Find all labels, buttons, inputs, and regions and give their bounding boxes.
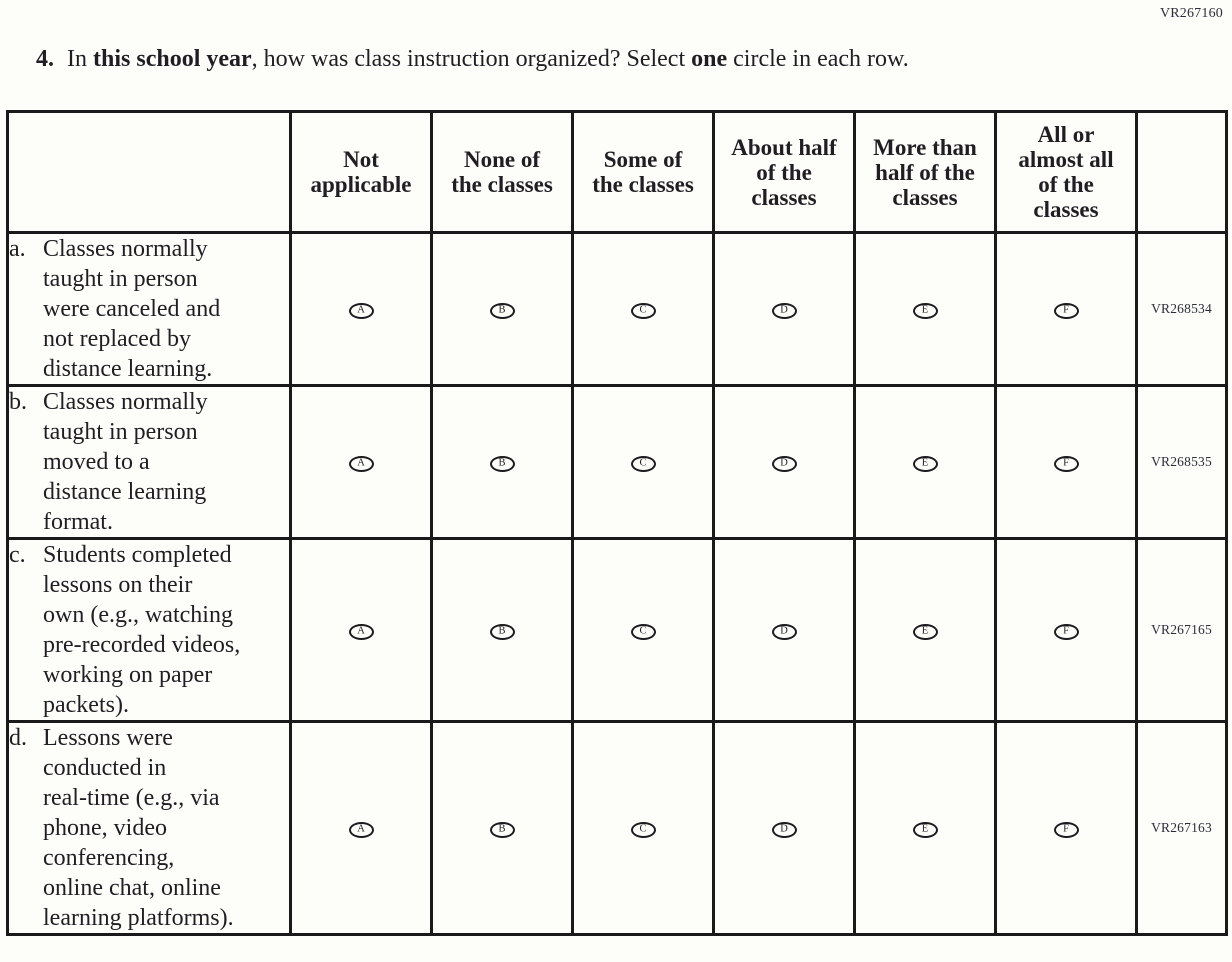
header-empty-label-cell — [8, 112, 291, 233]
row-vr-code: VR267165 — [1137, 539, 1227, 722]
header-line: of the — [1038, 172, 1094, 197]
header-line: applicable — [310, 172, 412, 197]
question-text-part: In — [67, 46, 93, 72]
option-cell — [855, 233, 996, 386]
option-bubble-E[interactable] — [913, 624, 938, 640]
option-letter: E — [921, 625, 929, 637]
option-cell — [573, 386, 714, 539]
header-line: More than — [873, 134, 977, 160]
option-cell — [996, 722, 1137, 935]
option-letter: B — [498, 304, 506, 316]
option-bubble-A[interactable] — [349, 456, 374, 472]
question-text — [67, 46, 909, 72]
option-letter: D — [780, 457, 788, 469]
label-line: working on paper — [43, 662, 213, 688]
question-text-bold: this school year — [93, 46, 252, 72]
label-line: moved to a — [43, 449, 150, 475]
option-letter: C — [639, 304, 647, 316]
option-bubble-A[interactable] — [349, 303, 374, 319]
option-letter: D — [780, 304, 788, 316]
option-cell — [573, 539, 714, 722]
row-label-text — [43, 234, 289, 384]
label-line: lessons on their — [43, 572, 193, 598]
header-line: half of the — [875, 159, 975, 185]
option-bubble-E[interactable] — [913, 303, 938, 319]
header-line: All or — [1037, 122, 1095, 147]
question-text-part: , how was class instruction organized? Select — [251, 46, 692, 72]
option-cell — [432, 233, 573, 386]
option-bubble-E[interactable] — [913, 456, 938, 472]
header-line: classes — [1033, 197, 1099, 222]
table-row-c — [8, 539, 1227, 722]
label-line: pre-recorded videos, — [43, 632, 241, 658]
option-cell — [291, 386, 432, 539]
question-text-bold: one — [691, 46, 728, 72]
header-line: About half — [731, 134, 837, 160]
option-letter: B — [498, 457, 506, 469]
response-grid-table — [6, 110, 1228, 936]
label-line: real-time (e.g., via — [43, 785, 220, 811]
label-line: distance learning. — [43, 356, 213, 382]
label-line: taught in person — [43, 266, 198, 292]
table-row-d — [8, 722, 1227, 935]
option-bubble-F[interactable] — [1054, 624, 1079, 640]
label-line: online chat, online — [43, 875, 221, 901]
table-row-b — [8, 386, 1227, 539]
label-line: were canceled and — [43, 296, 221, 322]
option-letter: A — [357, 823, 365, 835]
option-cell — [855, 386, 996, 539]
label-line: phone, video — [43, 815, 167, 841]
option-letter: D — [780, 823, 788, 835]
label-line: not replaced by — [43, 326, 191, 352]
row-label-cell — [8, 386, 291, 539]
row-letter: a. — [9, 236, 26, 262]
option-bubble-E[interactable] — [913, 822, 938, 838]
column-header-none-of-the-classes — [432, 112, 573, 233]
label-line: learning platforms). — [43, 905, 234, 931]
option-bubble-C[interactable] — [631, 303, 656, 319]
option-bubble-B[interactable] — [490, 624, 515, 640]
row-label-cell — [8, 722, 291, 935]
page-vr-code: VR267160 — [1159, 6, 1223, 21]
label-line: conferencing, — [43, 845, 175, 871]
label-line: Lessons were — [43, 725, 173, 751]
label-line: packets). — [43, 692, 129, 718]
label-line: Classes normally — [43, 389, 208, 415]
label-line: distance learning — [43, 479, 207, 505]
option-letter: A — [357, 625, 365, 637]
option-letter: B — [498, 823, 506, 835]
option-cell — [291, 233, 432, 386]
option-bubble-D[interactable] — [772, 303, 797, 319]
option-cell — [714, 722, 855, 935]
option-bubble-F[interactable] — [1054, 822, 1079, 838]
option-letter: A — [357, 457, 365, 469]
label-line: own (e.g., watching — [43, 602, 233, 628]
option-letter: C — [639, 823, 647, 835]
label-line: format. — [43, 509, 113, 535]
option-bubble-C[interactable] — [631, 624, 656, 640]
option-cell — [714, 539, 855, 722]
option-letter: F — [1063, 625, 1069, 637]
option-bubble-A[interactable] — [349, 624, 374, 640]
option-bubble-D[interactable] — [772, 624, 797, 640]
option-letter: F — [1063, 304, 1069, 316]
option-bubble-D[interactable] — [772, 822, 797, 838]
option-cell — [996, 233, 1137, 386]
option-cell — [432, 386, 573, 539]
option-letter: F — [1063, 823, 1069, 835]
option-bubble-B[interactable] — [490, 456, 515, 472]
option-cell — [714, 233, 855, 386]
label-line: Classes normally — [43, 236, 208, 262]
row-vr-code: VR267163 — [1137, 722, 1227, 935]
option-bubble-C[interactable] — [631, 456, 656, 472]
option-cell — [291, 539, 432, 722]
header-line: the classes — [592, 172, 694, 197]
option-cell — [996, 386, 1137, 539]
question-number: 4. — [36, 46, 54, 72]
row-label-text — [43, 387, 289, 537]
row-label-text — [43, 723, 289, 933]
option-letter: B — [498, 625, 506, 637]
row-label-cell — [8, 539, 291, 722]
option-cell — [432, 539, 573, 722]
label-line: Students completed — [43, 542, 232, 568]
option-letter: C — [639, 457, 647, 469]
option-cell — [291, 722, 432, 935]
option-letter: C — [639, 625, 647, 637]
header-line: Not — [343, 147, 379, 172]
header-line: Some of — [603, 147, 683, 172]
option-cell — [573, 722, 714, 935]
option-bubble-F[interactable] — [1054, 303, 1079, 319]
option-bubble-F[interactable] — [1054, 456, 1079, 472]
column-header-all-or-almost-all — [996, 112, 1137, 233]
label-line: conducted in — [43, 755, 167, 781]
header-line: almost all — [1018, 147, 1114, 172]
header-line: classes — [892, 184, 958, 210]
option-letter: E — [921, 823, 929, 835]
option-letter: E — [921, 457, 929, 469]
label-line: taught in person — [43, 419, 198, 445]
row-label-cell — [8, 233, 291, 386]
option-cell — [855, 722, 996, 935]
row-label-text — [43, 540, 289, 720]
row-letter: d. — [9, 725, 27, 751]
question — [36, 44, 1216, 74]
option-bubble-A[interactable] — [349, 822, 374, 838]
row-letter: b. — [9, 389, 27, 415]
table-row-a — [8, 233, 1227, 386]
column-header-not-applicable — [291, 112, 432, 233]
option-bubble-B[interactable] — [490, 822, 515, 838]
column-header-about-half — [714, 112, 855, 233]
option-letter: F — [1063, 457, 1069, 469]
option-letter: E — [921, 304, 929, 316]
row-vr-code: VR268534 — [1137, 233, 1227, 386]
header-line: the classes — [451, 172, 553, 197]
column-header-more-than-half — [855, 112, 996, 233]
option-bubble-C[interactable] — [631, 822, 656, 838]
option-bubble-D[interactable] — [772, 456, 797, 472]
option-cell — [432, 722, 573, 935]
header-line: classes — [751, 184, 817, 210]
question-text-part: circle in each row. — [727, 46, 909, 72]
header-line: of the — [756, 159, 812, 185]
row-vr-code: VR268535 — [1137, 386, 1227, 539]
option-letter: A — [357, 304, 365, 316]
row-letter: c. — [9, 542, 26, 568]
header-line: None of — [463, 147, 541, 172]
option-cell — [996, 539, 1137, 722]
option-cell — [714, 386, 855, 539]
option-letter: D — [780, 625, 788, 637]
option-cell — [573, 233, 714, 386]
column-header-some-of-the-classes — [573, 112, 714, 233]
option-bubble-B[interactable] — [490, 303, 515, 319]
header-empty-code-cell — [1137, 112, 1227, 233]
header-row — [8, 112, 1227, 233]
option-cell — [855, 539, 996, 722]
